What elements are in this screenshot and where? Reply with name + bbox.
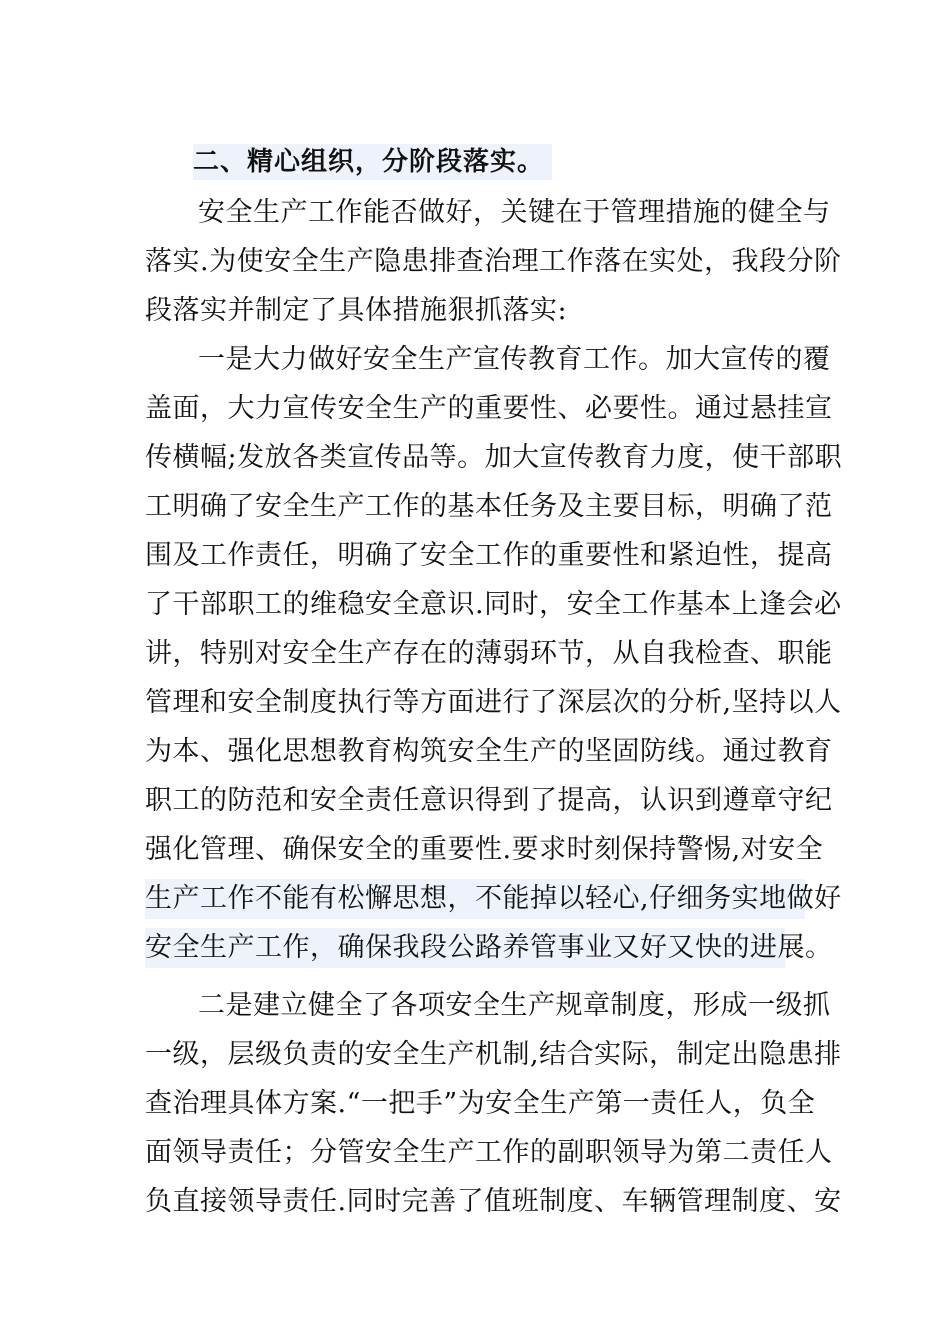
paragraph-line: 工明确了安全生产工作的基本任务及主要目标，明确了范 xyxy=(145,491,833,522)
paragraph-line: 生产工作不能有松懈思想，不能掉以轻心,仔细务实地做好 xyxy=(145,879,805,919)
paragraph-line: 强化管理、确保安全的重要性.要求时刻保持警惕,对安全 xyxy=(145,834,824,865)
paragraph-line: 盖面，大力宣传安全生产的重要性、必要性。通过悬挂宣 xyxy=(145,393,833,424)
paragraph-line: 了干部职工的维稳安全意识.同时，安全工作基本上逢会必 xyxy=(145,589,842,620)
paragraph-line: 管理和安全制度执行等方面进行了深层次的分析,坚持以人 xyxy=(145,687,842,718)
section-heading: 二、精心组织，分阶段落实。 xyxy=(193,144,552,180)
paragraph-line: 一是大力做好安全生产宣传教育工作。加大宣传的覆 xyxy=(198,344,831,375)
paragraph-line: 安全生产工作能否做好，关键在于管理措施的健全与 xyxy=(198,197,831,228)
paragraph-line: 为本、强化思想教育构筑安全生产的坚固防线。通过教育 xyxy=(145,736,833,767)
paragraph-line: 查治理具体方案.“一把手”为安全生产第一责任人，负全 xyxy=(145,1088,816,1119)
paragraph-line: 负直接领导责任.同时完善了值班制度、车辆管理制度、安 xyxy=(145,1186,842,1217)
paragraph-line: 职工的防范和安全责任意识得到了提高，认识到遵章守纪 xyxy=(145,785,833,816)
paragraph-line: 围及工作责任，明确了安全工作的重要性和紧迫性，提高 xyxy=(145,540,833,571)
paragraph-line: 安全生产工作，确保我段公路养管事业又好又快的进展。 xyxy=(145,928,785,968)
paragraph-line: 落实.为使安全生产隐患排查治理工作落在实处，我段分阶 xyxy=(145,246,842,277)
paragraph-line: 二是建立健全了各项安全生产规章制度，形成一级抓 xyxy=(198,990,831,1021)
paragraph-line: 一级，层级负责的安全生产机制,结合实际，制定出隐患排 xyxy=(145,1039,842,1070)
paragraph-line: 面领导责任；分管安全生产工作的副职领导为第二责任人 xyxy=(145,1137,833,1168)
paragraph-line: 传横幅;发放各类宣传品等。加大宣传教育力度，使干部职 xyxy=(145,442,843,473)
paragraph-line: 讲，特别对安全生产存在的薄弱环节，从自我检查、职能 xyxy=(145,638,833,669)
paragraph-line: 段落实并制定了具体措施狠抓落实: xyxy=(145,295,568,326)
